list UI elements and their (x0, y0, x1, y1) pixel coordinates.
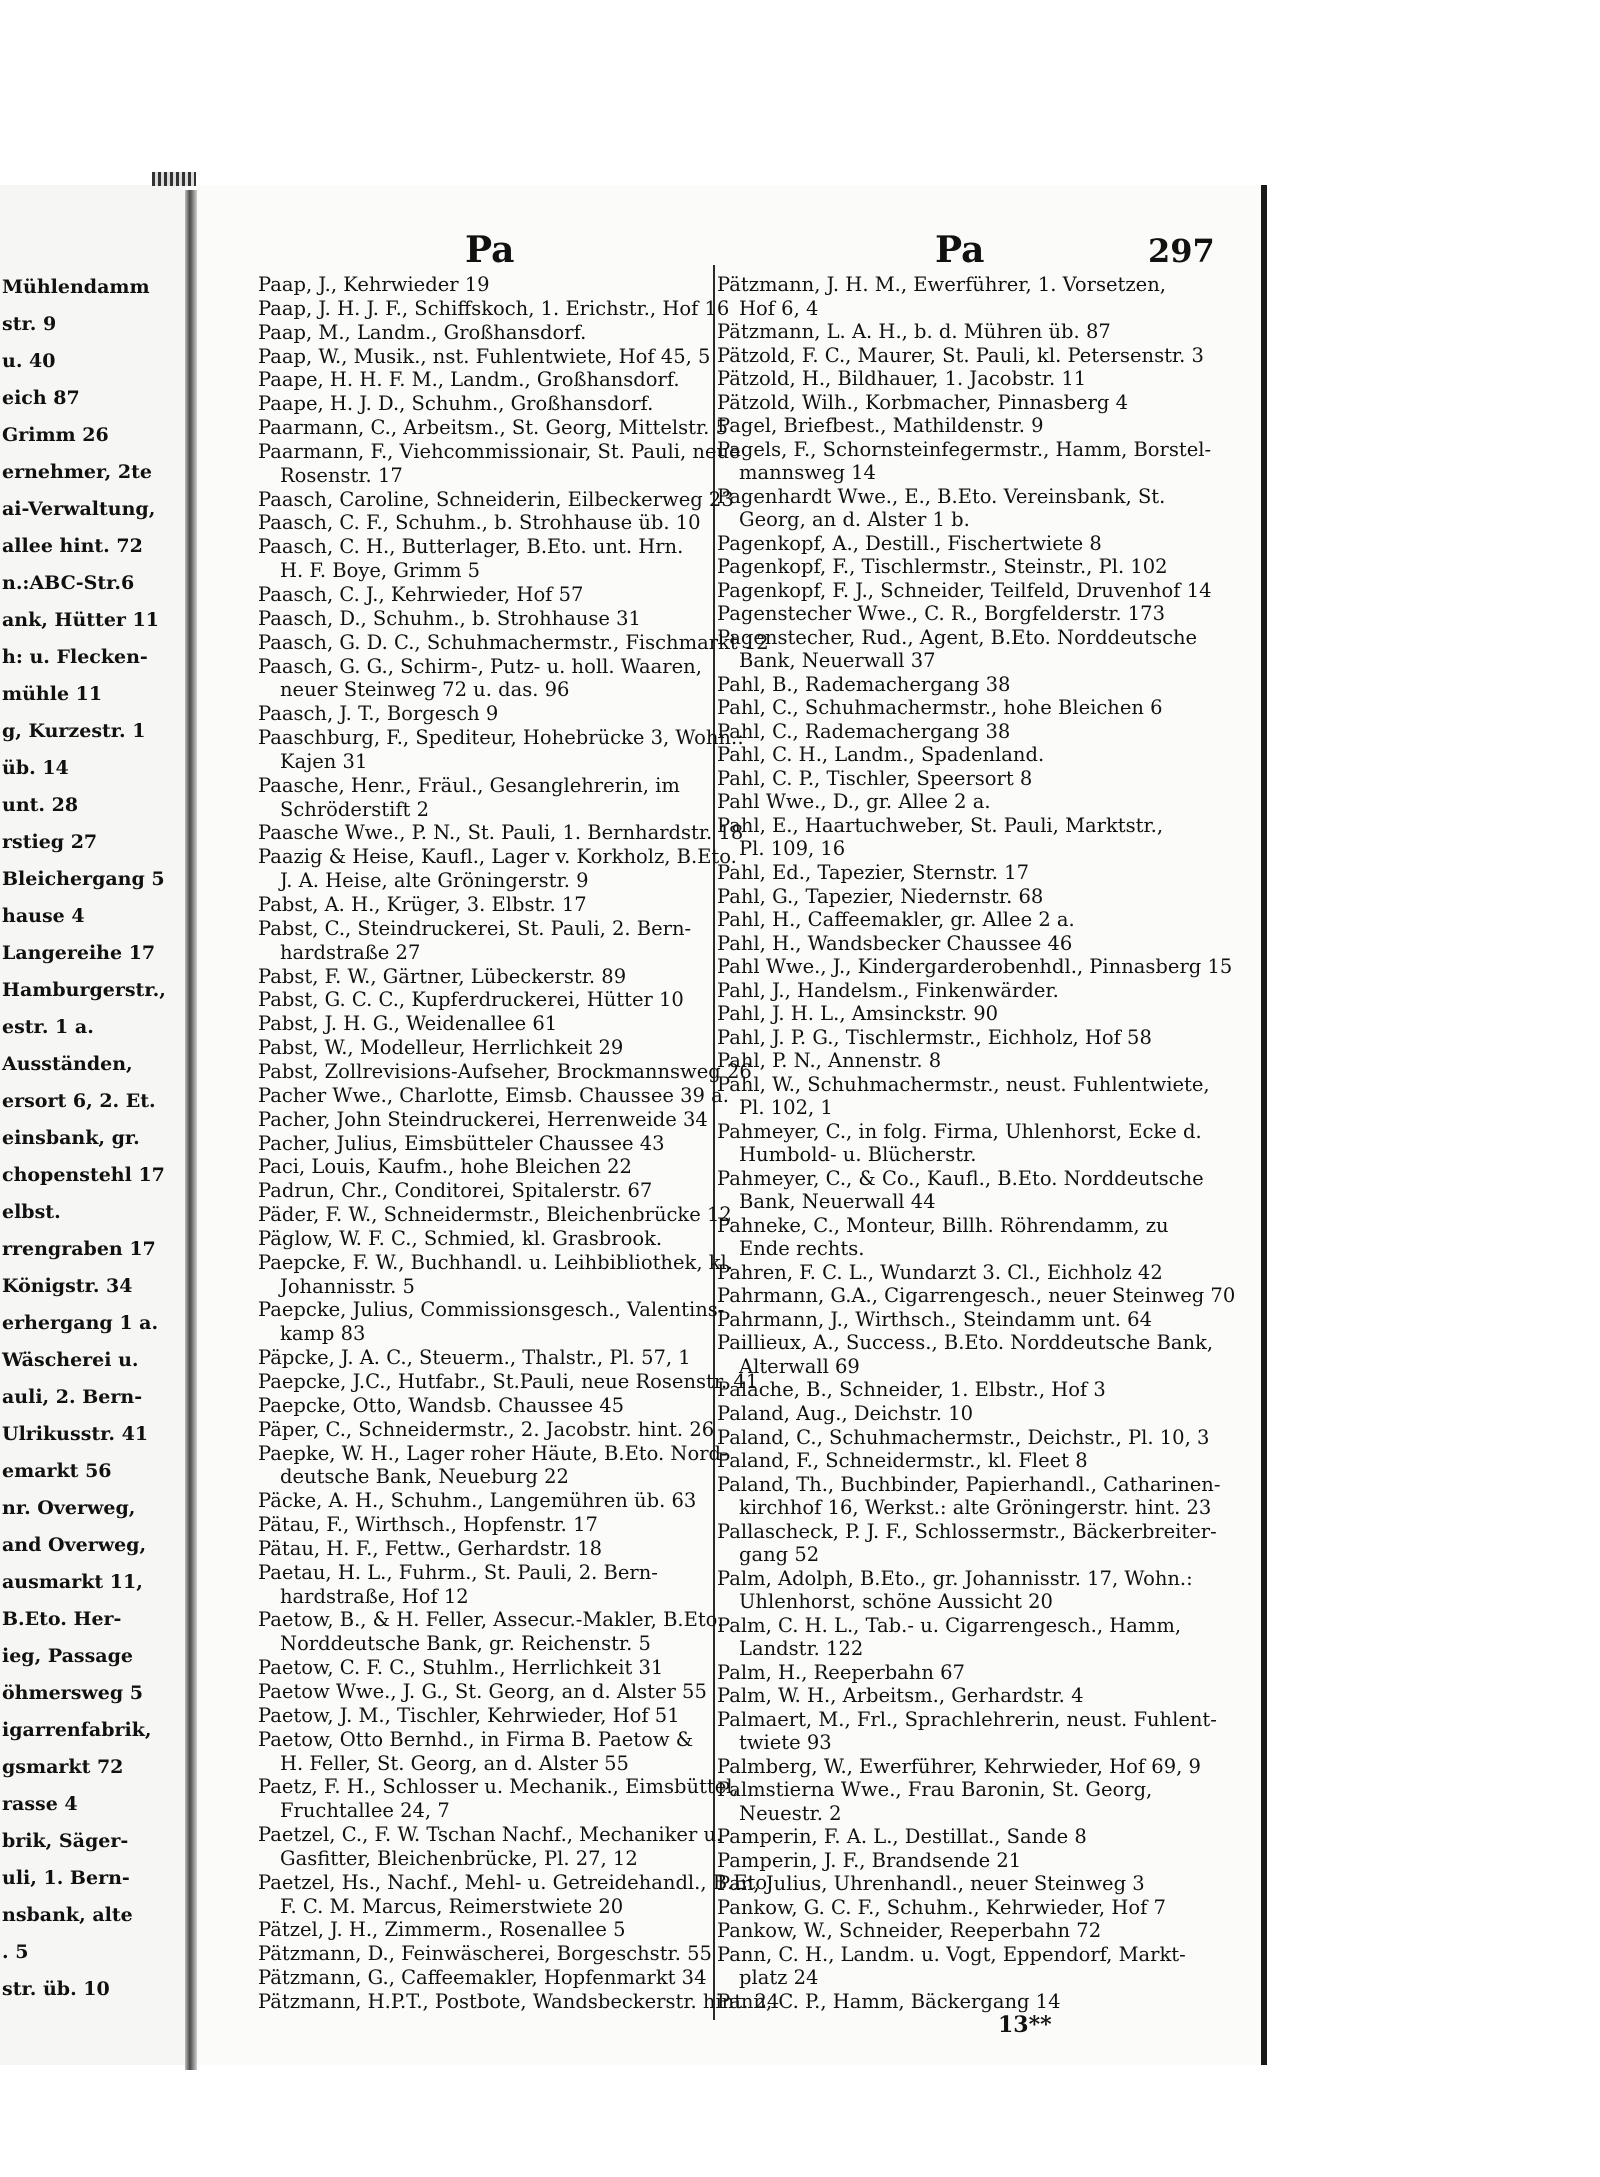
directory-entry-line: Palm, H., Reeperbahn 67 (717, 1660, 965, 1684)
directory-entry-line: Paetow, Otto Bernhd., in Firma B. Paetow & (258, 1727, 694, 1751)
directory-entry-line: Paasch, D., Schuhm., b. Strohhause 31 (258, 606, 641, 630)
directory-entry-line: Pahl, G., Tapezier, Niedernstr. 68 (717, 884, 1044, 908)
directory-entry-line: Paasche Wwe., P. N., St. Pauli, 1. Bernhardstr. 18 (258, 821, 744, 845)
directory-entry-line: gang 52 (739, 1543, 820, 1567)
left-page-fragment: emarkt 56 (2, 1460, 112, 1482)
left-page-fragment: eich 87 (2, 387, 80, 409)
directory-entry-line: Pabst, C., Steindruckerei, St. Pauli, 2. Bern- (258, 916, 692, 940)
directory-entry-line: Paape, H. H. F. M., Landm., Großhansdorf. (258, 368, 680, 392)
directory-entry-line: Palmaert, M., Frl., Sprachlehrerin, neust. Fuhlent- (717, 1707, 1217, 1731)
directory-entry-line: Palm, W. H., Arbeitsm., Gerhardstr. 4 (717, 1684, 1084, 1708)
left-page-fragment: Grimm 26 (2, 424, 109, 446)
directory-entry-line: mannsweg 14 (739, 461, 876, 485)
directory-entry-line: Pätau, H. F., Fettw., Gerhardstr. 18 (258, 1536, 603, 1560)
directory-entry-line: Pahl, C., Schuhmachermstr., hohe Bleichen 6 (717, 696, 1163, 720)
left-page-fragment: öhmersweg 5 (2, 1682, 143, 1704)
directory-entry-line: deutsche Bank, Neueburg 22 (280, 1465, 569, 1489)
directory-entry-line: Pahl, J. H. L., Amsinckstr. 90 (717, 1002, 999, 1026)
directory-entry-line: Paasch, C. F., Schuhm., b. Strohhause üb. 10 (258, 511, 701, 535)
directory-entry-line: Paetz, F. H., Schlosser u. Mechanik., Eimsbüttel, (258, 1775, 739, 1799)
directory-entry-line: Pahl, J., Handelsm., Finkenwärder. (717, 978, 1059, 1002)
left-page-fragment: . 5 (2, 1941, 29, 1963)
left-page-fragment: B.Eto. Her- (2, 1608, 122, 1630)
directory-entry-line: Alterwall 69 (739, 1354, 860, 1378)
directory-entry-line: Pagel, Briefbest., Mathildenstr. 9 (717, 414, 1044, 438)
directory-entry-line: Pl. 102, 1 (739, 1096, 833, 1120)
directory-entry-line: Norddeutsche Bank, gr. Reichenstr. 5 (280, 1632, 651, 1656)
directory-entry-line: Pahl, B., Rademachergang 38 (717, 672, 1011, 696)
directory-entry-line: H. F. Boye, Grimm 5 (280, 559, 481, 583)
directory-entry-line: kirchhof 16, Werkst.: alte Gröningerstr. hint. 23 (739, 1496, 1212, 1520)
directory-entry-line: neuer Steinweg 72 u. das. 96 (280, 678, 570, 702)
left-page-fragment: uli, 1. Bern- (2, 1867, 130, 1889)
left-page-fragment: allee hint. 72 (2, 535, 143, 557)
directory-entry-line: Pahl, C. H., Landm., Spadenland. (717, 743, 1045, 767)
directory-entry-line: Ende rechts. (739, 1237, 865, 1261)
directory-entry-line: Pahl, Ed., Tapezier, Sternstr. 17 (717, 861, 1029, 884)
left-page-fragment: ausmarkt 11, (2, 1571, 143, 1593)
directory-entry-line: Pätzold, Wilh., Korbmacher, Pinnasberg 4 (717, 390, 1129, 414)
directory-entry-line: Palmberg, W., Ewerführer, Kehrwieder, Hof 69, 9 (717, 1754, 1201, 1778)
left-page-fragment: elbst. (2, 1201, 61, 1223)
directory-entry-line: Pätzel, J. H., Zimmerm., Rosenallee 5 (258, 1918, 626, 1942)
directory-entry-line: Pahrmann, J., Wirthsch., Steindamm unt. 64 (717, 1307, 1152, 1331)
left-page-fragment: ernehmer, 2te (2, 461, 152, 483)
left-page-fragment: nsbank, alte (2, 1904, 133, 1926)
directory-entry-line: Pätzold, H., Bildhauer, 1. Jacobstr. 11 (717, 367, 1087, 391)
left-page-fragment: and Overweg, (2, 1534, 147, 1556)
directory-entry-line: Fruchtallee 24, 7 (280, 1799, 450, 1823)
left-page-fragment: str. üb. 10 (2, 1978, 110, 2000)
left-page-fragment: h: u. Flecken- (2, 646, 148, 668)
left-page-fragment: Ausständen, (2, 1053, 133, 1075)
left-page-fragment: igarrenfabrik, (2, 1719, 152, 1741)
directory-entry-line: Pankow, W., Schneider, Reeperbahn 72 (717, 1919, 1102, 1943)
directory-entry-line: Päpcke, J. A. C., Steuerm., Thalstr., Pl. 57, 1 (258, 1346, 691, 1370)
left-page-fragment: str. 9 (2, 313, 57, 335)
left-page-fragment: rasse 4 (2, 1793, 78, 1815)
left-page-fragment: Mühlendamm (2, 276, 150, 298)
directory-entry-line: Paaschburg, F., Spediteur, Hohebrücke 3, Wohn.: (258, 726, 744, 750)
directory-entry-line: Pagenhardt Wwe., E., B.Eto. Vereinsbank, St. (717, 484, 1166, 508)
left-page-fragment: rstieg 27 (2, 831, 98, 853)
directory-entry-line: F. C. M. Marcus, Reimerstwiete 20 (280, 1894, 624, 1918)
directory-entry-line: Paepcke, Otto, Wandsb. Chaussee 45 (258, 1393, 625, 1417)
directory-entry-line: Padrun, Chr., Conditorei, Spitalerstr. 67 (258, 1179, 653, 1203)
directory-entry-line: Paland, F., Schneidermstr., kl. Fleet 8 (717, 1449, 1088, 1473)
left-page-edge (0, 185, 185, 2065)
directory-entry-line: Palm, C. H. L., Tab.- u. Cigarrengesch., Hamm, (717, 1613, 1182, 1637)
directory-entry-line: Pabst, F. W., Gärtner, Lübeckerstr. 89 (258, 964, 627, 988)
directory-entry-line: Pankow, G. C. F., Schuhm., Kehrwieder, Hof 7 (717, 1895, 1166, 1919)
directory-entry-line: Paepcke, F. W., Buchhandl. u. Leihbibliothek, kl. (258, 1250, 733, 1274)
binding-thread (152, 172, 196, 186)
left-page-fragment: n.:ABC-Str.6 (2, 572, 135, 594)
directory-entry-line: Pahrmann, G.A., Cigarrengesch., neuer Steinweg 70 (717, 1284, 1236, 1308)
directory-entry-line: Paap, M., Landm., Großhansdorf. (258, 320, 587, 344)
directory-entry-line: Pätau, F., Wirthsch., Hopfenstr. 17 (258, 1513, 598, 1537)
directory-entry-line: Pätzmann, G., Caffeemakler, Hopfenmarkt 34 (258, 1966, 707, 1990)
directory-entry-line: twiete 93 (739, 1731, 832, 1755)
left-page-fragment: rrengraben 17 (2, 1238, 156, 1260)
directory-entry-line: Pahl Wwe., D., gr. Allee 2 a. (717, 790, 991, 814)
directory-entry-line: Pamperin, J. F., Brandsende 21 (717, 1848, 1022, 1872)
directory-entry-line: Pagenkopf, F. J., Schneider, Teilfeld, Druvenhof 14 (717, 578, 1212, 602)
directory-entry-line: Pagenstecher Wwe., C. R., Borgfelderstr. 173 (717, 602, 1165, 626)
directory-entry-line: Paepke, W. H., Lager roher Häute, B.Eto. Nord- (258, 1441, 728, 1465)
directory-entry-line: Paetow, J. M., Tischler, Kehrwieder, Hof 51 (258, 1703, 680, 1727)
directory-entry-line: Palache, B., Schneider, 1. Elbstr., Hof 3 (717, 1378, 1106, 1402)
directory-entry-line: Pätzmann, D., Feinwäscherei, Borgeschstr. 55 (258, 1942, 712, 1966)
directory-entry-line: Paetzel, C., F. W. Tschan Nachf., Mechaniker u. (258, 1823, 723, 1847)
left-page-fragment: üb. 14 (2, 757, 69, 779)
left-page-fragment: hause 4 (2, 905, 85, 927)
left-page-fragment: erhergang 1 a. (2, 1312, 159, 1334)
directory-entry-line: Pahl Wwe., J., Kindergarderobenhdl., Pinnasberg 15 (717, 955, 1233, 979)
left-page-fragment: Langereihe 17 (2, 942, 156, 964)
directory-entry-line: Pahl, C., Rademachergang 38 (717, 719, 1011, 743)
directory-entry-line: Pätzmann, J. H. M., Ewerführer, 1. Vorsetzen, (717, 273, 1166, 296)
directory-entry-line: Palmstierna Wwe., Frau Baronin, St. Georg, (717, 1778, 1153, 1802)
directory-entry-line: Paasch, Caroline, Schneiderin, Eilbeckerweg 23 (258, 487, 734, 511)
directory-entry-line: Paetzel, Hs., Nachf., Mehl- u. Getreidehandl., B.Eto. (258, 1870, 773, 1894)
directory-entry-line: Paap, W., Musik., nst. Fuhlentwiete, Hof 45, 5 (258, 344, 711, 368)
directory-entry-line: Pagels, F., Schornsteinfegermstr., Hamm, Borstel- (717, 437, 1212, 461)
column-head-left: Pa (465, 229, 515, 271)
directory-entry-line: Pätzold, F. C., Maurer, St. Pauli, kl. Petersenstr. 3 (717, 343, 1204, 367)
directory-entry-line: Paepcke, J.C., Hutfabr., St.Pauli, neue Rosenstr. 41 (258, 1369, 759, 1393)
directory-entry-line: Paasch, G. G., Schirm-, Putz- u. holl. Waaren, (258, 654, 702, 678)
directory-entry-line: Pagenstecher, Rud., Agent, B.Eto. Norddeutsche (717, 625, 1198, 649)
left-page-fragment: mühle 11 (2, 683, 103, 705)
directory-entry-line: Pagenkopf, A., Destill., Fischertwiete 8 (717, 531, 1102, 555)
directory-entry-line: Pacher, John Steindruckerei, Herrenweide 34 (258, 1107, 708, 1131)
directory-entry-line: Päcke, A. H., Schuhm., Langemühren üb. 63 (258, 1489, 697, 1513)
directory-entry-line: Pahl, H., Wandsbecker Chaussee 46 (717, 931, 1073, 955)
directory-entry-line: Paillieux, A., Success., B.Eto. Norddeutsche Bank, (717, 1331, 1214, 1355)
directory-entry-line: Pagenkopf, F., Tischlermstr., Steinstr., Pl. 102 (717, 555, 1168, 579)
directory-entry-line: Pl. 109, 16 (739, 837, 846, 861)
directory-entry-line: Pahren, F. C. L., Wundarzt 3. Cl., Eichholz 42 (717, 1260, 1163, 1284)
left-page-fragment: Ulrikusstr. 41 (2, 1423, 149, 1445)
directory-entry-line: Bank, Neuerwall 44 (739, 1190, 936, 1214)
left-page-fragment: ank, Hütter 11 (2, 609, 159, 631)
directory-entry-line: Pahl, W., Schuhmachermstr., neust. Fuhlentwiete, (717, 1072, 1210, 1096)
directory-entry-line: Pahmeyer, C., in folg. Firma, Uhlenhorst, Ecke d. (717, 1119, 1202, 1143)
directory-entry-line: Hof 6, 4 (739, 296, 819, 320)
directory-entry-line: Paazig & Heise, Kaufl., Lager v. Korkholz, B.Eto. (258, 845, 737, 869)
directory-entry-line: Pann, C. P., Hamm, Bäckergang 14 (717, 1990, 1061, 2013)
page-number: 297 (1148, 232, 1215, 270)
directory-entry-line: Paape, H. J. D., Schuhm., Großhansdorf. (258, 392, 654, 416)
left-page-fragment: ieg, Passage (2, 1645, 133, 1667)
directory-entry-line: Paasch, G. D. C., Schuhmachermstr., Fischmarkt 12 (258, 630, 769, 654)
left-page-fragment: ai-Verwaltung, (2, 498, 156, 520)
left-page-fragment: brik, Säger- (2, 1830, 129, 1852)
left-page-fragment: Königstr. 34 (2, 1275, 133, 1297)
directory-entry-line: platz 24 (739, 1966, 819, 1990)
column-head-right: Pa (935, 229, 985, 271)
directory-entry-line: Kajen 31 (280, 749, 368, 773)
left-page-fragment: nr. Overweg, (2, 1497, 136, 1519)
directory-entry-line: Pabst, A. H., Krüger, 3. Elbstr. 17 (258, 893, 587, 917)
directory-entry-line: Pahl, J. P. G., Tischlermstr., Eichholz, Hof 58 (717, 1025, 1152, 1049)
column-divider (713, 265, 715, 2020)
directory-entry-line: Pabst, Zollrevisions-Aufseher, Brockmannsweg 26 (258, 1059, 752, 1083)
directory-entry-line: H. Feller, St. Georg, an d. Alster 55 (280, 1751, 629, 1775)
directory-entry-line: Johannisstr. 5 (280, 1274, 415, 1298)
directory-entry-line: Pabst, G. C. C., Kupferdruckerei, Hütter 10 (258, 988, 684, 1012)
directory-entry-line: J. A. Heise, alte Gröningerstr. 9 (280, 869, 589, 893)
directory-entry-line: Pätzmann, H.P.T., Postbote, Wandsbeckerstr. hint. 24 (258, 1990, 780, 2013)
directory-entry-line: Landstr. 122 (739, 1637, 864, 1661)
directory-entry-line: Rosenstr. 17 (280, 463, 403, 487)
left-page-fragment: Wäscherei u. (2, 1349, 139, 1371)
directory-entry-line: Paap, J. H. J. F., Schiffskoch, 1. Erichstr., Hof 16 (258, 296, 730, 320)
directory-entry-line: Pabst, W., Modelleur, Herrlichkeit 29 (258, 1036, 624, 1060)
directory-entry-line: Pallascheck, P. J. F., Schlossermstr., Bäckerbreiter- (717, 1519, 1217, 1543)
left-page-fragment: unt. 28 (2, 794, 79, 816)
left-page-fragment: ersort 6, 2. Et. (2, 1090, 156, 1112)
left-page-fragment: Bleichergang 5 (2, 868, 165, 890)
directory-entry-line: Paetow Wwe., J. G., St. Georg, an d. Alster 55 (258, 1679, 707, 1703)
left-page-fragment: gsmarkt 72 (2, 1756, 124, 1778)
directory-entry-line: Pahl, P. N., Annenstr. 8 (717, 1049, 942, 1073)
left-page-fragment: u. 40 (2, 350, 56, 372)
left-page-fragment: Hamburgerstr., (2, 979, 166, 1001)
directory-entry-line: Pahl, H., Caffeemakler, gr. Allee 2 a. (717, 908, 1075, 932)
directory-entry-line: Pahneke, C., Monteur, Billh. Röhrendamm, zu (717, 1213, 1169, 1237)
directory-entry-line: Paap, J., Kehrwieder 19 (258, 273, 490, 296)
directory-entry-line: Pacher Wwe., Charlotte, Eimsb. Chaussee 39 a. (258, 1083, 729, 1107)
directory-entry-line: Palm, Adolph, B.Eto., gr. Johannisstr. 17, Wohn.: (717, 1566, 1193, 1590)
directory-entry-line: Paetow, B., & H. Feller, Assecur.-Makler, B.Eto. (258, 1608, 724, 1632)
directory-entry-line: Paland, C., Schuhmachermstr., Deichstr., Pl. 10, 3 (717, 1425, 1210, 1449)
directory-entry-line: Pan, Julius, Uhrenhandl., neuer Steinweg 3 (717, 1872, 1145, 1896)
directory-entry-line: Päglow, W. F. C., Schmied, kl. Grasbrook. (258, 1226, 663, 1250)
directory-entry-line: Pahl, C. P., Tischler, Speersort 8 (717, 766, 1033, 790)
directory-entry-line: Päder, F. W., Schneidermstr., Bleichenbrücke 12 (258, 1203, 732, 1227)
page-gutter (185, 190, 197, 2070)
directory-entry-line: Paland, Aug., Deichstr. 10 (717, 1401, 974, 1425)
directory-entry-line: kamp 83 (280, 1322, 366, 1346)
directory-entry-line: Paarmann, F., Viehcommissionair, St. Pauli, neue (258, 439, 741, 463)
signature-mark: 13** (998, 2012, 1052, 2038)
left-page-fragment: chopenstehl 17 (2, 1164, 165, 1186)
directory-entry-line: Humbold- u. Blücherstr. (739, 1143, 977, 1167)
directory-entry-line: Paetow, C. F. C., Stuhlm., Herrlichkeit 31 (258, 1656, 664, 1680)
directory-entry-line: Paasche, Henr., Fräul., Gesanglehrerin, im (258, 773, 680, 797)
directory-entry-line: Schröderstift 2 (280, 797, 429, 821)
directory-entry-line: Paci, Louis, Kaufm., hohe Bleichen 22 (258, 1155, 632, 1179)
directory-entry-line: Pabst, J. H. G., Weidenallee 61 (258, 1012, 558, 1036)
directory-entry-line: Paetau, H. L., Fuhrm., St. Pauli, 2. Bern- (258, 1560, 658, 1584)
directory-entry-line: Pacher, Julius, Eimsbütteler Chaussee 43 (258, 1131, 665, 1155)
left-page-fragment: einsbank, gr. (2, 1127, 140, 1149)
left-page-fragment: estr. 1 a. (2, 1016, 94, 1038)
directory-entry-line: hardstraße, Hof 12 (280, 1584, 469, 1608)
directory-entry-line: Uhlenhorst, schöne Aussicht 20 (739, 1590, 1053, 1614)
directory-entry-line: Gasfitter, Bleichenbrücke, Pl. 27, 12 (280, 1846, 638, 1870)
directory-entry-line: Pann, C. H., Landm. u. Vogt, Eppendorf, Markt- (717, 1942, 1186, 1966)
left-page-fragment: g, Kurzestr. 1 (2, 720, 146, 742)
directory-entry-line: Paepcke, Julius, Commissionsgesch., Valentins- (258, 1298, 725, 1322)
directory-entry-line: Paasch, J. T., Borgesch 9 (258, 702, 499, 726)
directory-entry-line: Neuestr. 2 (739, 1801, 842, 1825)
directory-entry-line: Pahl, E., Haartuchweber, St. Pauli, Marktstr., (717, 813, 1164, 837)
directory-entry-line: hardstraße 27 (280, 940, 421, 964)
directory-entry-line: Paarmann, C., Arbeitsm., St. Georg, Mittelstr. 5 (258, 416, 728, 440)
directory-entry-line: Paland, Th., Buchbinder, Papierhandl., Catharinen- (717, 1472, 1221, 1496)
directory-entry-line: Paasch, C. H., Butterlager, B.Eto. unt. Hrn. (258, 535, 684, 559)
directory-entry-line: Paasch, C. J., Kehrwieder, Hof 57 (258, 583, 584, 606)
directory-entry-line: Georg, an d. Alster 1 b. (739, 508, 970, 532)
directory-entry-line: Pätzmann, L. A. H., b. d. Mühren üb. 87 (717, 320, 1111, 344)
directory-entry-line: Pamperin, F. A. L., Destillat., Sande 8 (717, 1825, 1087, 1849)
directory-entry-line: Päper, C., Schneidermstr., 2. Jacobstr. hint. 26 (258, 1417, 715, 1441)
directory-entry-line: Pahmeyer, C., & Co., Kaufl., B.Eto. Norddeutsche (717, 1166, 1204, 1190)
directory-entry-line: Bank, Neuerwall 37 (739, 649, 936, 673)
left-page-fragment: auli, 2. Bern- (2, 1386, 143, 1408)
